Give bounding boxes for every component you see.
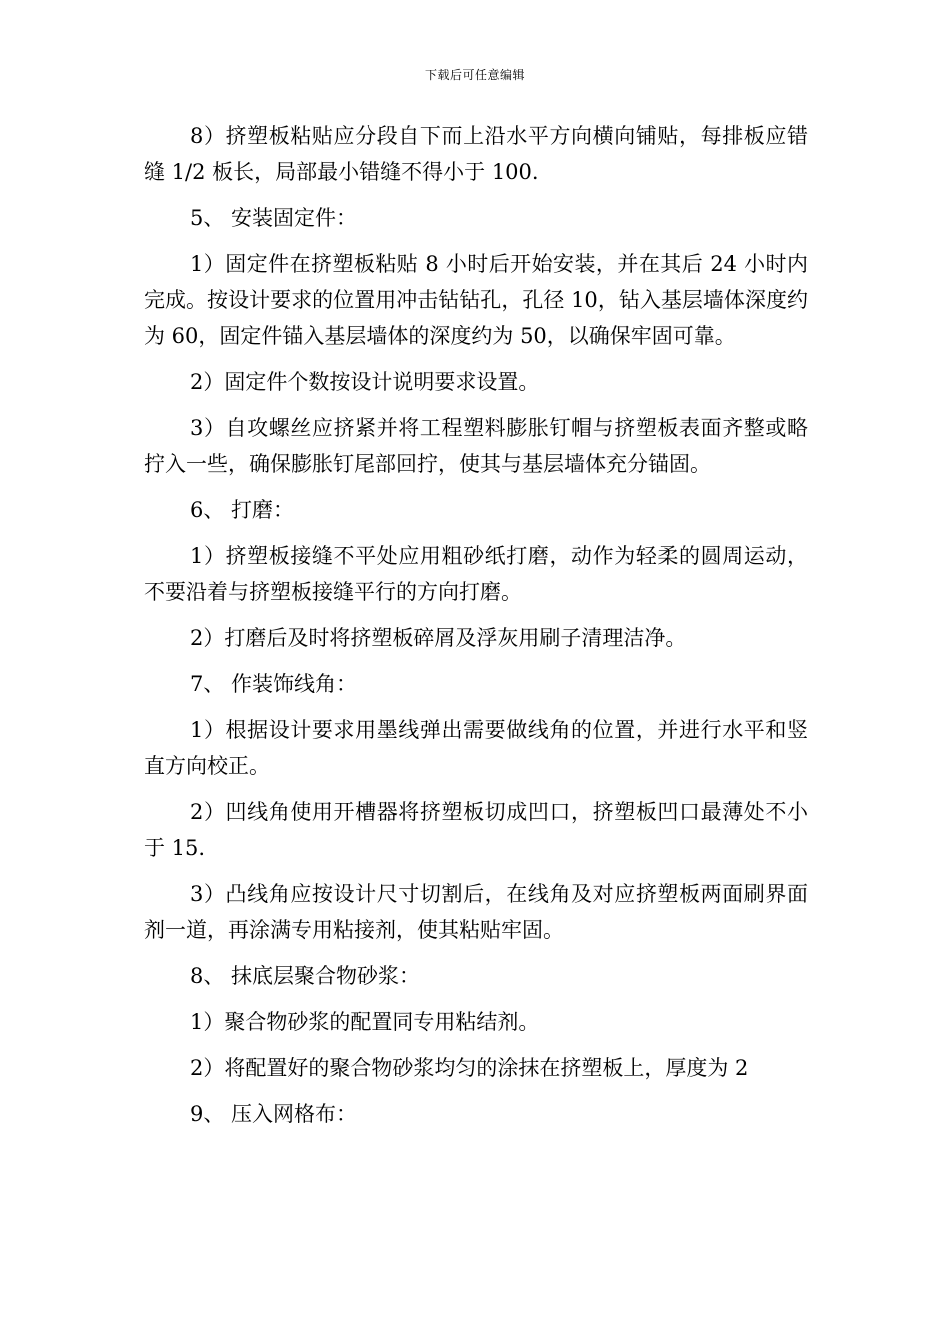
paragraph: 2）固定件个数按设计说明要求设置。 [190,370,540,394]
paragraph: 3）凸线角应按设计尺寸切割后，在线角及对应挤塑板两面刷界面剂一道，再涂满专用粘接剂，使其粘贴牢固。 [144,882,808,942]
paragraph: 1）挤塑板接缝不平处应用粗砂纸打磨，动作为轻柔的圆周运动，不要沿着与挤塑板接缝平行的方向打磨。 [144,544,808,604]
paragraph: 1）聚合物砂浆的配置同专用粘结剂。 [190,1010,540,1034]
paragraph: 8）挤塑板粘贴应分段自下而上沿水平方向横向铺贴，每排板应错缝 1/2 板长，局部最小错缝不得小于 100. [144,124,808,184]
section-heading: 8、 抹底层聚合物砂浆： [190,964,421,988]
paragraph: 1）固定件在挤塑板粘贴 8 小时后开始安装，并在其后 24 小时内完成。按设计要求的位置用冲击钻钻孔，孔径 10，钻入基层墙体深度约为 60，固定件锚入基层墙体的深度约为 50，以确保牢固可靠。 [144,252,808,348]
document-body [144,118,808,1142]
section-heading: 6、 打磨： [190,498,295,522]
paragraph: 1）根据设计要求用墨线弹出需要做线角的位置，并进行水平和竖直方向校正。 [144,718,808,778]
section-heading: 5、 安装固定件： [190,206,358,230]
section-heading: 7、 作装饰线角： [190,672,358,696]
page-header: 下载后可任意编辑 [424,68,525,82]
paragraph: 2）打磨后及时将挤塑板碎屑及浮灰用刷子清理洁净。 [190,626,687,650]
paragraph: 3）自攻螺丝应挤紧并将工程塑料膨胀钉帽与挤塑板表面齐整或略拧入一些，确保膨胀钉尾部回拧，使其与基层墙体充分锚固。 [144,416,808,476]
section-heading: 9、 压入网格布： [190,1102,358,1126]
paragraph: 2）将配置好的聚合物砂浆均匀的涂抹在挤塑板上，厚度为 2 [190,1056,749,1080]
paragraph: 2）凹线角使用开槽器将挤塑板切成凹口，挤塑板凹口最薄处不小于 15. [144,800,808,860]
